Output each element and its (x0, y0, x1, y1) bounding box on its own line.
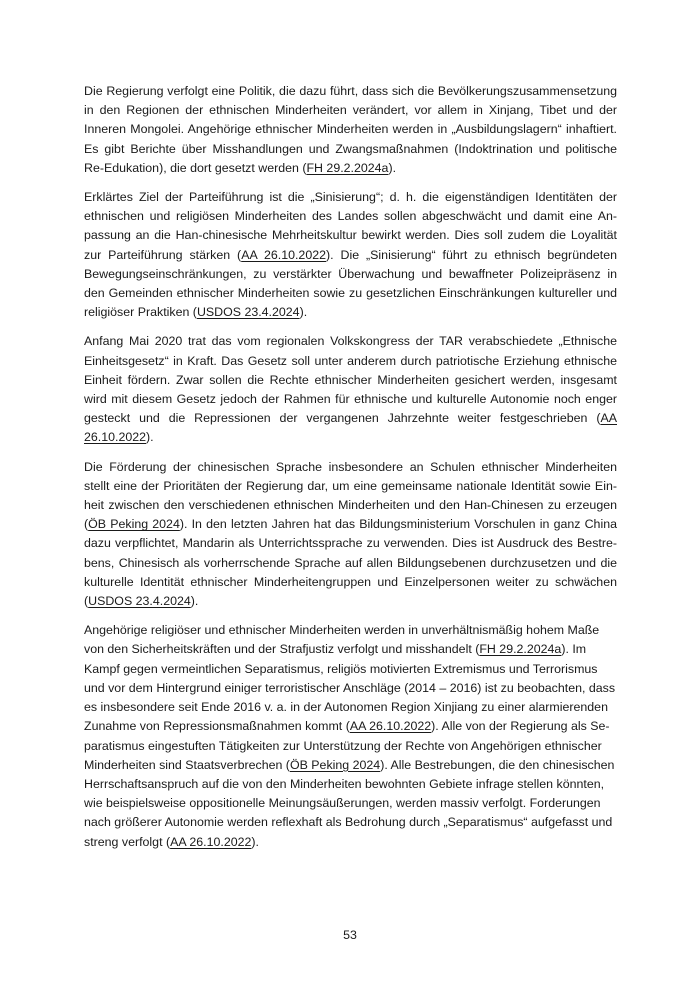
text-segment: ). Die „Sinisierung“ führt zu ethnisch begründeten Bewegungseinschränkungen, zu verstärkter Überwachung und bewaffneter Polizeipräsenz in den Gemeinden ethnischer Minderheiten sowie zu gesetzlichen Einschränkungen kultureller und religiöser Praktiken ( (84, 247, 617, 320)
paragraph-4 (84, 458, 617, 612)
text-segment: ). (251, 834, 259, 849)
source-link[interactable]: USDOS 23.4.2024 (88, 594, 191, 609)
text-segment: ). In den letzten Jahren hat das Bildungsministerium Vorschulen in ganz China dazu verpflichtet, Mandarin als Unterrichtssprache zu verwenden. Dies ist Ausdruck des Bestrebens, Chinesisch als vorherrschende Sprache auf allen Bildungsebenen durchzusetzen und die kulturelle Identität ethnischer Minderheitengruppen und Einzelpersonen weiter zu schwächen ( (84, 517, 617, 609)
source-link[interactable]: AA 26.10.2022 (84, 411, 617, 445)
paragraph-3 (84, 332, 617, 447)
page-number: 53 (343, 928, 357, 942)
text-segment: ). (299, 305, 308, 320)
text-segment: Anfang Mai 2020 trat das vom regionalen Volkskongress der TAR verabschiedete „Ethnische Einheitsgesetz“ in Kraft. Das Gesetz soll unter anderem durch patriotische Erziehung ethnische Einheit fördern. Zwar sollen die Rechte ethnischer Minderheiten gesichert werden, insgesamt wird mit diesem Gesetz jedoch der Rahmen für ethnische und kulturelle Autonomie noch enger gesteckt und die Repressionen der vergangenen Jahrzehnte weiter festgeschrieben ( (84, 334, 617, 426)
text-segment: ). Alle von der Regierung als Separatismus eingestuften Tätigkeiten zur Unterstützung der Rechte von Angehörigen ethnischer Minderheiten sind Staatsverbrechen ( (84, 719, 610, 772)
text-segment: Angehörige religiöser und ethnischer Minderheiten werden in unverhältnismäßig hohem Maße von den Sicherheitskräften und der Strafjustiz verfolgt und misshandelt ( (84, 623, 600, 657)
text-segment: ). (388, 160, 397, 175)
paragraph-2 (84, 188, 617, 322)
source-link[interactable]: AA 26.10.2022 (170, 834, 252, 849)
text-segment: ). (146, 430, 154, 445)
text-segment: Die Förderung der chinesischen Sprache insbesondere an Schulen ethnischer Minderheiten stellt eine der Prioritäten der Regierung dar, um eine gemeinsame nationale Identität sowie Einheit zwischen den verschiedenen ethnischen Minderheiten und den Han-Chinesen zu erzeugen ( (84, 459, 617, 532)
text-segment: ). Im Kampf gegen vermeintlichen Separatismus, religiös motivierten Extremismus und Terrorismus und vor dem Hintergrund einiger terroristischer Anschläge (2014 – 2016) ist zu beobachten, dass es insbesondere seit Ende 2016 v. a. in der Autonomen Region Xinjiang zu einer alarmierenden Zunahme von Repressionsmaßnahmen kommt ( (84, 642, 616, 734)
source-link[interactable]: ÖB Peking 2024 (289, 757, 381, 772)
source-link[interactable]: FH 29.2.2024a (306, 160, 389, 175)
source-link[interactable]: AA 26.10.2022 (349, 719, 432, 734)
source-link[interactable]: ÖB Peking 2024 (88, 517, 180, 532)
source-link[interactable]: USDOS 23.4.2024 (196, 305, 300, 320)
text-segment: Erklärtes Ziel der Parteiführung ist die „Sinisierung“; d. h. die eigenständigen Identitäten der ethnischen und religiösen Minderheiten des Landes sollen abgeschwächt und damit eine Anpassung an die Han-chinesische Mehrheitskultur bewirkt werden. Dies soll zudem die Loyalität zur Parteiführung stärken ( (84, 190, 617, 262)
paragraph-1 (84, 82, 617, 178)
paragraph-5 (84, 621, 617, 851)
source-link[interactable]: AA 26.10.2022 (241, 247, 326, 262)
source-link[interactable]: FH 29.2.2024a (479, 642, 562, 657)
text-segment: ). (190, 594, 199, 609)
document-body (84, 82, 617, 862)
text-segment: Die Regierung verfolgt eine Politik, die dazu führt, dass sich die Bevölkerungszusammensetzung in den Regionen der ethnischen Minderheiten verändert, vor allem in Xinjang, Tibet und der Inneren Mongolei. Angehörige ethnischer Minderheiten werden in „Ausbildungslagern“ inhaftiert. Es gibt Berichte über Misshandlungen und Zwangsmaßnahmen (Indoktrination und politische Re-Edukation), die dort gesetzt werden ( (84, 84, 617, 175)
text-segment: ). Alle Bestrebungen, die den chinesischen Herrschaftsanspruch auf die von den Minderheiten bewohnten Gebiete infrage stellen könnten, wie beispielsweise oppositionelle Meinungsäußerungen, werden massiv verfolgt. Forderungen nach größerer Autonomie werden reflexhaft als Bedrohung durch „Separatismus“ aufgefasst und streng verfolgt ( (84, 757, 615, 849)
